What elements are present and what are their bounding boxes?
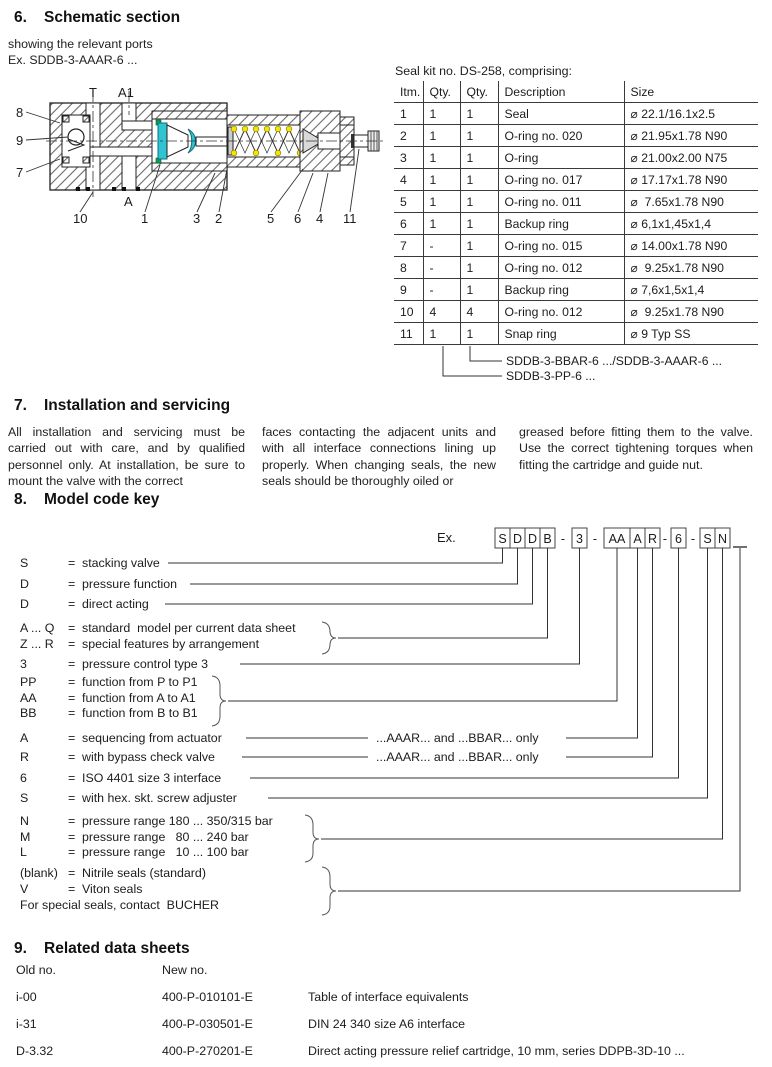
legend-code: N xyxy=(20,814,29,828)
legend-desc: pressure function xyxy=(82,577,178,591)
port-label-a1: A1 xyxy=(118,85,134,100)
legend-desc: direct acting xyxy=(82,597,149,611)
model-code-connectors xyxy=(165,548,740,891)
section8-number: 8. xyxy=(14,491,27,508)
item-label-5: 5 xyxy=(267,211,275,226)
code-box-n: N xyxy=(717,532,728,546)
svg-text:=: = xyxy=(68,706,76,720)
table-row: 11 1 1 Snap ring ⌀ 9 Typ SS xyxy=(394,323,758,345)
section6-intro-line1: showing the relevant ports xyxy=(8,37,153,51)
code-box-aa: AA xyxy=(608,532,626,546)
svg-text:=: = xyxy=(68,771,76,785)
section6-title: Schematic section xyxy=(44,9,181,26)
table-row: 8 - 1 O-ring no. 012 ⌀ 9.25x1.78 N90 xyxy=(394,257,758,279)
svg-text:=: = xyxy=(68,791,76,805)
section7-column-3: greased before fitting them to the valve. Use the correct tightening torques when fitting the cartridge and guide nut. xyxy=(519,425,753,472)
item-label-9: 9 xyxy=(16,133,24,148)
legend-desc: pressure range 10 ... 100 bar xyxy=(82,845,249,859)
code-box-s1: S xyxy=(498,532,507,546)
legend-desc: function from P to P1 xyxy=(82,675,198,689)
seal-kit-callout-top: SDDB-3-BBAR-6 .../SDDB-3-AAAR-6 ... xyxy=(506,354,723,368)
old-no: i-31 xyxy=(16,1017,37,1031)
port-label-a: A xyxy=(124,194,133,209)
code-dash-1: - xyxy=(560,532,566,546)
legend-note: ...AAAR... and ...BBAR... only xyxy=(376,731,539,745)
check-ball xyxy=(68,129,84,145)
section7-number: 7. xyxy=(14,397,27,414)
model-code-boxes xyxy=(495,528,747,548)
legend-code: BB xyxy=(20,706,37,720)
section9-title: Related data sheets xyxy=(44,940,190,957)
legend-code: S xyxy=(20,556,29,570)
legend-desc: pressure control type 3 xyxy=(82,657,209,671)
legend-desc: For special seals, contact BUCHER xyxy=(20,898,220,912)
svg-text:=: = xyxy=(68,597,76,611)
legend-desc: with hex. skt. screw adjuster xyxy=(82,791,237,805)
code-box-r: R xyxy=(647,532,658,546)
code-box-6: 6 xyxy=(675,532,682,546)
code-dash-4: - xyxy=(690,532,696,546)
legend-code: S xyxy=(20,791,29,805)
svg-text:=: = xyxy=(68,675,76,689)
legend-desc: with bypass check valve xyxy=(82,750,215,764)
section9-header-row xyxy=(16,963,208,977)
svg-text:=: = xyxy=(68,882,76,896)
old-no: D-3.32 xyxy=(16,1044,54,1058)
new-no: 400-P-270201-E xyxy=(162,1044,253,1058)
code-dash-3: - xyxy=(662,532,668,546)
section7-column-1: All installation and servicing must be carried out with care, and by qualified personnel only. At installation, be sure to mount the valve with the correct xyxy=(8,425,245,489)
cartridge-tube-bottom xyxy=(227,157,312,167)
legend-code: 6 xyxy=(20,771,27,785)
legend-code: L xyxy=(20,845,27,859)
section7-heading xyxy=(14,397,231,415)
section6-heading xyxy=(14,9,181,27)
model-code-key-diagram xyxy=(0,520,772,932)
legend-code: R xyxy=(20,750,29,764)
model-code-ex-label: Ex. xyxy=(437,530,456,545)
poppet-stem xyxy=(196,137,228,146)
table-row: 2 1 1 O-ring no. 020 ⌀ 21.95x1.78 N90 xyxy=(394,125,758,147)
legend-code: AA xyxy=(20,691,37,705)
svg-text:=: = xyxy=(68,657,76,671)
table-row: 9 - 1 Backup ring ⌀ 7,6x1,5x1,4 xyxy=(394,279,758,301)
section6-number: 6. xyxy=(14,9,27,26)
table-row: 6 1 1 Backup ring ⌀ 6,1x1,45x1,4 xyxy=(394,213,758,235)
code-box-s2: S xyxy=(703,532,712,546)
legend-desc: function from A to A1 xyxy=(82,691,196,705)
code-box-a: A xyxy=(633,532,642,546)
legend-code: D xyxy=(20,577,29,591)
table-row: 10 4 4 O-ring no. 012 ⌀ 9.25x1.78 N90 xyxy=(394,301,758,323)
legend-code: PP xyxy=(20,675,37,689)
model-code-legend xyxy=(20,556,539,912)
svg-text:=: = xyxy=(68,556,76,570)
code-box-3: 3 xyxy=(576,532,583,546)
section7-title: Installation and servicing xyxy=(44,397,231,414)
sheet-desc: Direct acting pressure relief cartridge, 10 mm, series DDPB-3D-10 ... xyxy=(308,1044,685,1058)
table-row: 4 1 1 O-ring no. 017 ⌀ 17.17x1.78 N90 xyxy=(394,169,758,191)
code-box-d1: D xyxy=(512,532,523,546)
legend-code: A xyxy=(20,731,29,745)
port-label-t: T xyxy=(89,85,97,100)
table-row: 5 1 1 O-ring no. 011 ⌀ 7.65x1.78 N90 xyxy=(394,191,758,213)
table-row: 3 1 1 O-ring ⌀ 21.00x2.00 N75 xyxy=(394,147,758,169)
legend-braces xyxy=(212,622,336,915)
legend-code: D xyxy=(20,597,29,611)
new-no-column-header: New no. xyxy=(162,963,208,977)
related-sheet-row xyxy=(16,1017,466,1031)
section9-number: 9. xyxy=(14,940,27,957)
table-row: 1 1 1 Seal ⌀ 22.1/16.1x2.5 xyxy=(394,103,758,125)
item-label-10: 10 xyxy=(73,211,88,226)
seal-kit-title: Seal kit no. DS-258, comprising: xyxy=(395,64,572,78)
sheet-desc: Table of interface equivalents xyxy=(308,990,469,1004)
legend-code: Z ... R xyxy=(20,637,54,651)
new-no: 400-P-030501-E xyxy=(162,1017,253,1031)
seal-kit-callout-lines xyxy=(394,346,514,390)
seal-kit-table xyxy=(394,81,758,345)
svg-text:=: = xyxy=(68,691,76,705)
legend-code: A ... Q xyxy=(20,621,55,635)
legend-desc: function from B to B1 xyxy=(82,706,198,720)
section8-title: Model code key xyxy=(44,491,160,508)
svg-text:=: = xyxy=(68,845,76,859)
section9-heading xyxy=(14,940,190,958)
related-sheet-row xyxy=(16,990,469,1004)
svg-text:=: = xyxy=(68,637,76,651)
item-label-4: 4 xyxy=(316,211,324,226)
svg-text:=: = xyxy=(68,830,76,844)
legend-desc: special features by arrangement xyxy=(82,637,260,651)
item-label-3: 3 xyxy=(193,211,201,226)
svg-text:=: = xyxy=(68,731,76,745)
item-label-2: 2 xyxy=(215,211,223,226)
new-no: 400-P-010101-E xyxy=(162,990,253,1004)
code-dash-2: - xyxy=(592,532,598,546)
legend-desc: sequencing from actuator xyxy=(82,731,222,745)
old-no: i-00 xyxy=(16,990,37,1004)
legend-desc: pressure range 180 ... 350/315 bar xyxy=(82,814,273,828)
legend-code: M xyxy=(20,830,31,844)
code-box-d2: D xyxy=(527,532,538,546)
seal-kit-callout-bottom: SDDB-3-PP-6 ... xyxy=(506,369,596,383)
legend-code: (blank) xyxy=(20,866,58,880)
seal-kit-header-row: Itm. Qty. Qty. Description Size xyxy=(394,81,758,103)
legend-desc: Viton seals xyxy=(82,882,143,896)
svg-text:=: = xyxy=(68,621,76,635)
legend-desc: ISO 4401 size 3 interface xyxy=(82,771,222,785)
section8-heading xyxy=(14,491,160,509)
item-label-7: 7 xyxy=(16,165,24,180)
table-row: 7 - 1 O-ring no. 015 ⌀ 14.00x1.78 N90 xyxy=(394,235,758,257)
legend-desc: pressure range 80 ... 240 bar xyxy=(82,830,249,844)
port-a-channel xyxy=(122,151,136,190)
section6-intro-line2: Ex. SDDB-3-AAAR-6 ... xyxy=(8,53,138,67)
svg-text:=: = xyxy=(68,750,76,764)
svg-text:=: = xyxy=(68,866,76,880)
valve-schematic-drawing xyxy=(10,85,392,235)
svg-text:=: = xyxy=(68,577,76,591)
item-label-11: 11 xyxy=(343,211,357,226)
item-label-1: 1 xyxy=(141,211,149,226)
related-sheet-row xyxy=(16,1044,685,1058)
legend-desc: Nitrile seals (standard) xyxy=(82,866,206,880)
legend-code: 3 xyxy=(20,657,27,671)
old-no-column-header: Old no. xyxy=(16,963,56,977)
legend-note: ...AAAR... and ...BBAR... only xyxy=(376,750,539,764)
code-box-b: B xyxy=(543,532,552,546)
sheet-desc: DIN 24 340 size A6 interface xyxy=(308,1017,466,1031)
legend-desc: stacking valve xyxy=(82,556,160,570)
item-label-6: 6 xyxy=(294,211,302,226)
item-label-8: 8 xyxy=(16,105,24,120)
svg-text:=: = xyxy=(68,814,76,828)
section7-column-2: faces contacting the adjacent units and with all interface connections lining up properly. When changing seals, the new seals should be thoroughly oiled or xyxy=(262,425,496,489)
legend-code: V xyxy=(20,882,29,896)
legend-desc: standard model per current data sheet xyxy=(82,621,296,635)
cartridge-tube-top xyxy=(227,115,312,125)
